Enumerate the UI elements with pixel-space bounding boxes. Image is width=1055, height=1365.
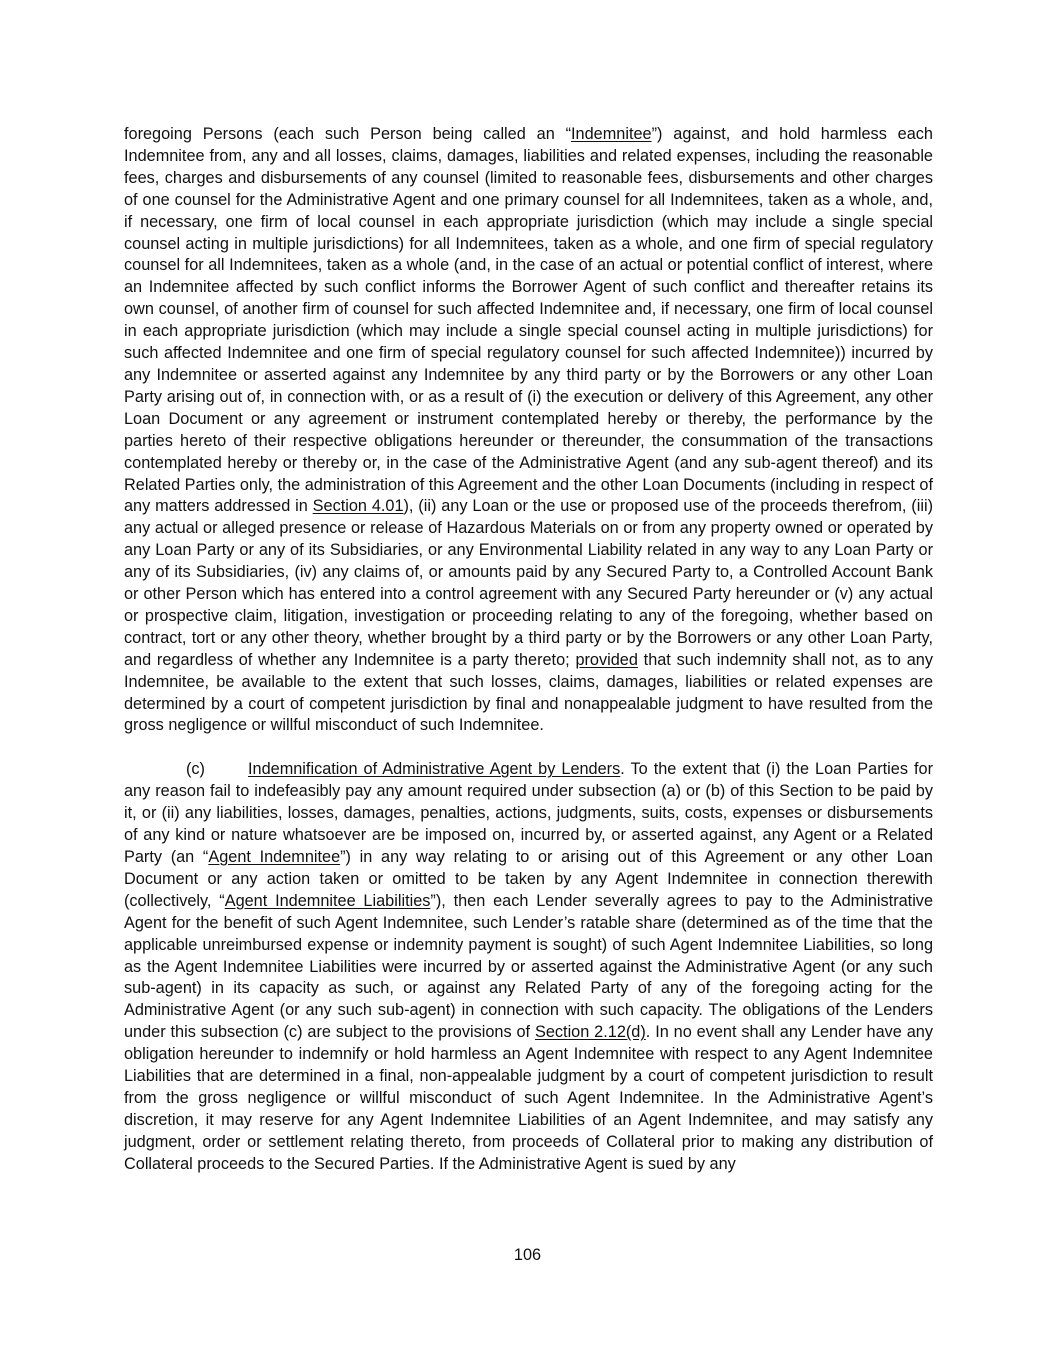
text-run: ”), then each Lender severally agrees to pay to the Administrative Agent for the benefit of such Agent Indemnitee, such Lender’s ratable share (determined as of the time that the applicable unreimbursed expense or indemnity payment is sought) of such Agent Indemnitee Liabilities, so long as the Agent Indemnitee Liabilities were incurred by or asserted against the Administrative Agent (or any such sub-agent) in its capacity as such, or against any Related Party of any of the foregoing acting for the Administrative Agent (or any such sub-agent) in connection with such capacity. The obligations of the Lenders under this subsection (c) are subject to the provisions of — [124, 891, 934, 1042]
defined-term-agent-indemnitee-liabilities: Agent Indemnitee Liabilities — [224, 891, 431, 910]
section-reference-2-12-d: Section 2.12(d) — [534, 1023, 646, 1042]
text-run: ”) in any way relating to or arising out of this Agreement or any other Loan Document or any action taken or omitted to be taken by any Agent Indemnitee in connection therewith (collectively, “ — [124, 848, 933, 910]
text-run: . In no event shall any Lender have any obligation hereunder to indemnify or hold harmless an Agent Indemnitee with respect to any Agent Indemnitee Liabilities that are determined in a final, non-appealable judgment by a court of competent jurisdiction to result from the gross negligence or willful misconduct of such Agent Indemnitee. In the Administrative Agent’s discretion, it may reserve for any Agent Indemnitee Liabilities of an Agent Indemnitee, and may satisfy any judgment, order or settlement relating thereto, from proceeds of Collateral prior to making any distribution of Collateral proceeds to the Secured Parties. If the Administrative Agent is sued by any — [124, 1023, 933, 1173]
text-run: ”) against, and hold harmless each Indemnitee from, any and all losses, claims, damages, liabilities and related expenses, including the reasonable fees, charges and disbursements of any counsel (limited to reasonable fees, disbursements and other charges of one counsel for the Administrative Agent and one primary counsel for all Indemnitees, taken as a whole, and, if necessary, one firm of local counsel in each appropriate jurisdiction (which may include a single special counsel acting in multiple jurisdictions) for all Indemnitees, taken as a whole, and one firm of special regulatory counsel for all Indemnitees, taken as a whole (and, in the case of an actual or potential conflict of interest, where an Indemnitee affected by such conflict informs the Borrower Agent of such conflict and thereafter retains its own counsel, of another firm of counsel for such affected Indemnitee and, if necessary, one firm of local counsel in each appropriate jurisdiction (which may include a single special counsel acting in multiple jurisdictions) for such affected Indemnitee and one firm of special regulatory counsel for such affected Indemnitee)) incurred by any Indemnitee or asserted against any Indemnitee by any third party or by the Borrowers or any other Loan Party arising out of, in connection with, or as a result of (i) the execution or delivery of this Agreement, any other Loan Document or any agreement or instrument contemplated hereby or thereby, the performance by the parties hereto of their respective obligations hereunder or thereunder, the consummation of the transactions contemplated hereby or thereby or, in the case of the Administrative Agent (and any sub-agent thereof) and its Related Parties only, the administration of this Agreement and the other Loan Documents (including in respect of any matters addressed in — [124, 125, 933, 516]
page-number: 106 — [513, 1246, 542, 1264]
paragraph-heading: Indemnification of Administrative Agent by Lenders — [248, 760, 621, 779]
paragraph-label: (c) — [186, 760, 205, 779]
text-run: foregoing Persons (each such Person being called an “ — [124, 125, 572, 143]
paragraph-b — [124, 124, 933, 737]
paragraph-c — [124, 759, 933, 1175]
proviso-term-provided: provided — [575, 650, 638, 669]
text-run: . To the extent that (i) the Loan Parties for any reason fail to indefeasibly pay any amount required under subsection (a) or (b) of this Section to be paid by it, or (ii) any liabilities, losses, damages, penalties, actions, judgments, suits, costs, expenses or disbursements of any kind or nature whatsoever are be imposed on, incurred by, or asserted against, any Agent or a Related Party (an “ — [124, 760, 933, 866]
section-reference-4-01: Section 4.01 — [312, 497, 404, 516]
defined-term-indemnitee: Indemnitee — [571, 125, 652, 143]
defined-term-agent-indemnitee: Agent Indemnitee — [208, 848, 341, 866]
text-run: ), (ii) any Loan or the use or proposed use of the proceeds therefrom, (iii) any actual or alleged presence or release of Hazardous Materials on or from any property owned or operated by any Loan Party or any of its Subsidiaries, or any Environmental Liability related in any way to any Loan Party or any of its Subsidiaries, (iv) any claims of, or amounts paid by any Secured Party to, a Controlled Account Bank or other Person which has entered into a control agreement with any Secured Party hereunder or (v) any actual or prospective claim, litigation, investigation or proceeding relating to any of the foregoing, whether based on contract, tort or any other theory, whether brought by a third party or by the Borrowers or any other Loan Party, and regardless of whether any Indemnitee is a party thereto; — [124, 497, 933, 669]
document-page — [124, 124, 933, 1176]
text-run: that such indemnity shall not, as to any Indemnitee, be available to the extent that such losses, claims, damages, liabilities or related expenses are determined by a court of competent jurisdiction by final and nonappealable judgment to have resulted from the gross negligence or willful misconduct of such Indemnitee. — [124, 650, 933, 735]
